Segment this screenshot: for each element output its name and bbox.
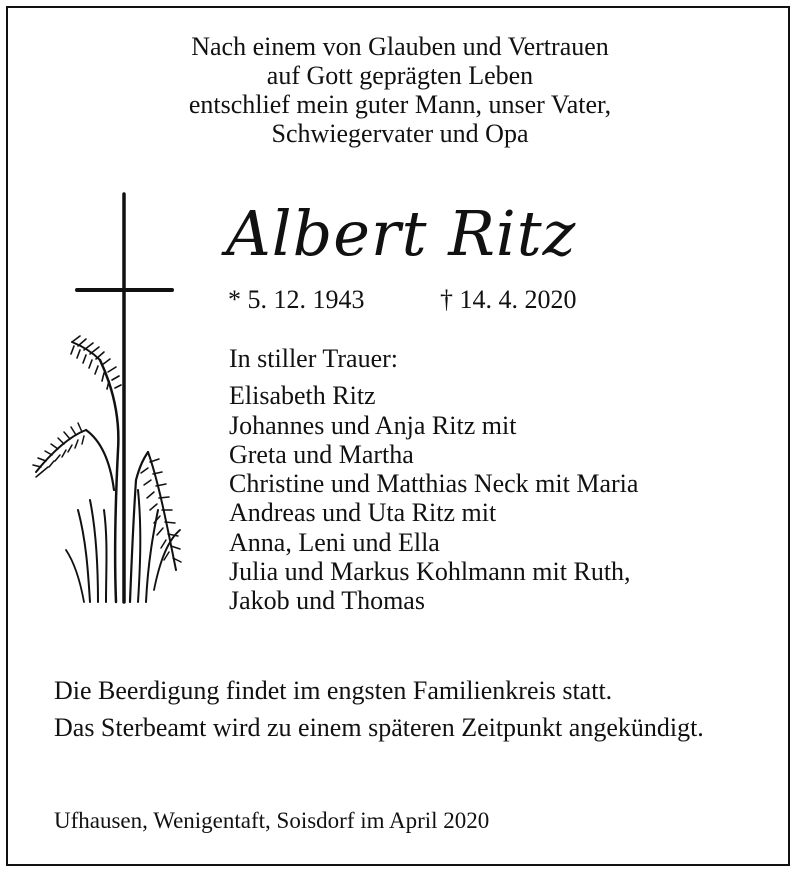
mourner-line: Christine und Matthias Neck mit Maria	[229, 469, 639, 499]
mourners-block	[229, 344, 638, 616]
place-and-date: Ufhausen, Wenigentaft, Soisdorf im April 2020	[54, 808, 490, 833]
birth-date: * 5. 12. 1943	[228, 285, 365, 314]
mourner-line: Greta und Martha	[229, 439, 414, 469]
mourners-heading: In stiller Trauer:	[229, 344, 398, 373]
death-date: † 14. 4. 2020	[440, 285, 577, 314]
mourner-line: Jakob und Thomas	[229, 586, 425, 616]
mourner-line: Anna, Leni und Ella	[229, 527, 440, 557]
intro-text	[0, 32, 800, 148]
intro-line: entschlief mein guter Mann, unser Vater,	[188, 90, 612, 119]
mourner-line: Julia und Markus Kohlmann mit Ruth,	[229, 557, 631, 587]
deceased-name: Albert Ritz	[226, 197, 577, 270]
requiem-note: Das Sterbeamt wird zu einem späteren Zeitpunkt angekündigt.	[54, 713, 704, 742]
funeral-note: Die Beerdigung findet im engsten Familienkreis statt.	[54, 676, 613, 705]
mourner-line: Johannes und Anja Ritz mit	[229, 410, 517, 440]
intro-line: auf Gott geprägten Leben	[266, 61, 534, 90]
mourner-line: Elisabeth Ritz	[229, 381, 376, 411]
intro-line: Schwiegervater und Opa	[271, 119, 529, 148]
cross-with-wheat-icon	[30, 190, 190, 610]
mourner-line: Andreas und Uta Ritz mit	[229, 498, 497, 528]
intro-line: Nach einem von Glauben und Vertrauen	[191, 32, 609, 61]
